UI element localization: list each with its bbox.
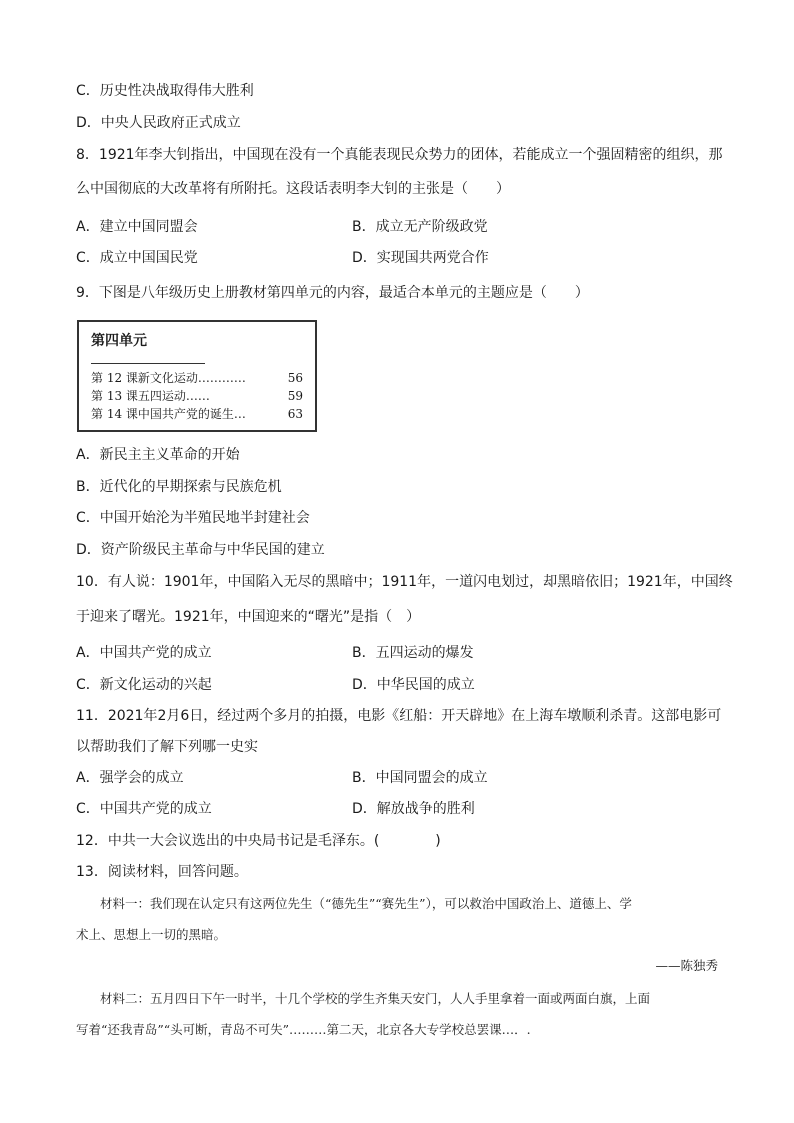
toc-divider [91,363,205,364]
q7-option-c: C．历史性决战取得伟大胜利 [76,83,254,99]
q7-option-d: D．中央人民政府正式成立 [76,115,241,131]
toc-row-title: 第 14 课中国共产党的诞生… [91,407,246,421]
q8-option-c: C．成立中国国民党 [76,250,198,266]
q9-option-c: C．中国开始沦为半殖民地半封建社会 [76,510,310,526]
q9-option-a: A．新民主主义革命的开始 [76,447,240,463]
q9-stem: 9．下图是八年级历史上册教材第四单元的内容，最适合本单元的主题应是（ ） [76,285,589,301]
toc-title: 第四单元 [91,333,147,349]
q11-stem-line2: 以帮助我们了解下列哪一史实 [76,739,258,755]
q9-option-b: B．近代化的早期探索与民族危机 [76,479,282,495]
material2-line2: 写着“还我青岛”“头可断，青岛不可失”………第二天，北京各大专学校总罢课…．. [76,1022,531,1037]
q11-option-d: D．解放战争的胜利 [352,801,475,817]
q8-option-b: B．成立无产阶级政党 [352,219,488,235]
q10-option-b: B．五四运动的爆发 [352,645,474,661]
toc-row [91,407,303,422]
q11-option-b: B．中国同盟会的成立 [352,770,488,786]
toc-row [91,389,303,404]
q9-option-d: D．资产阶级民主革命与中华民国的建立 [76,542,325,558]
material1-line2: 术上、思想上一切的黑暗。 [76,927,227,942]
toc-row-page: 59 [287,389,303,403]
toc-row-title: 第 13 课五四运动…… [91,389,210,403]
q11-option-c: C．中国共产党的成立 [76,801,212,817]
q13-stem: 13．阅读材料，回答问题。 [76,864,248,880]
q8-option-a: A．建立中国同盟会 [76,219,198,235]
unit-toc-figure [77,320,317,432]
material2-line1: 材料二：五月四日下午一时半，十几个学校的学生齐集天安门，人人手里拿着一面或两面白旗，上面 [100,991,651,1006]
q10-stem-line2: 于迎来了曙光。1921年，中国迎来的“曙光”是指（ ） [76,609,421,625]
q8-stem-line1: 8．1921年李大钊指出，中国现在没有一个真能表现民众势力的团体，若能成立一个强固精密的组织，那 [76,147,723,163]
toc-row-title: 第 12 课新文化运动………… [91,371,246,385]
q10-option-a: A．中国共产党的成立 [76,645,212,661]
toc-row [91,371,303,386]
q8-stem-line2: 么中国彻底的大改革将有所附托。这段话表明李大钊的主张是（ ） [76,181,510,197]
toc-row-page: 56 [287,371,303,385]
q10-stem-line1: 10．有人说：1901年，中国陷入无尽的黑暗中；1911年，一道闪电划过，却黑暗依旧；1921年，中国终 [76,574,733,590]
q12-stem: 12．中共一大会议选出的中央局书记是毛泽东。( ) [76,833,441,849]
q10-option-d: D．中华民国的成立 [352,677,475,693]
material1-line1: 材料一：我们现在认定只有这两位先生（“德先生”“赛先生”），可以救治中国政治上、道德上、学 [100,896,632,911]
toc-row-page: 63 [287,407,303,421]
material1-author: ——陈独秀 [655,958,718,973]
q10-option-c: C．新文化运动的兴起 [76,677,212,693]
q8-option-d: D．实现国共两党合作 [352,250,489,266]
q11-stem-line1: 11．2021年2月6日，经过两个多月的拍摄，电影《红船：开天辟地》在上海车墩顺利杀青。这部电影可 [76,708,722,724]
q11-option-a: A．强学会的成立 [76,770,184,786]
